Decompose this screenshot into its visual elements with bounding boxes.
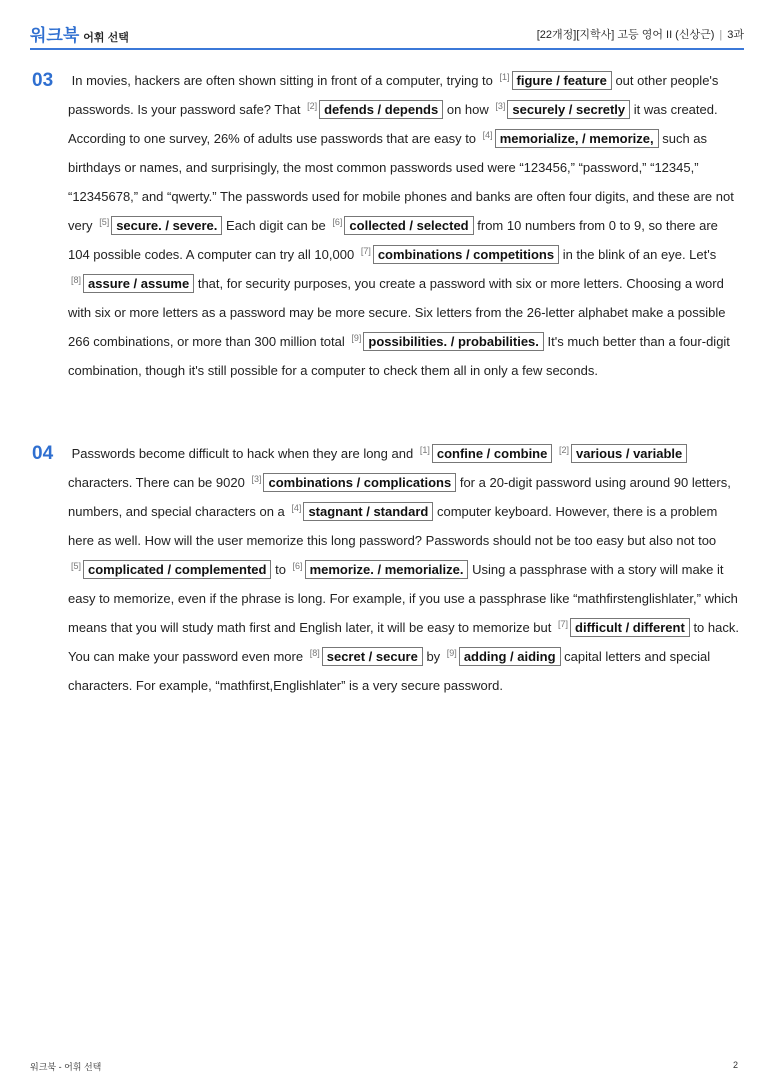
passage-text: Each digit can be bbox=[226, 218, 326, 233]
choice-box[interactable]: figure / feature bbox=[512, 71, 612, 90]
blank-number: [3] bbox=[495, 100, 506, 111]
choice-box[interactable]: combinations / competitions bbox=[373, 245, 559, 264]
passage-text: such as birthdays or names, and surprisingly, the most common passwords used were “123456,” “password,” “12345,” “12345678,” and “qwerty.” The passwords used for mobile phones and banks are often four digits, and these are not very bbox=[68, 131, 734, 233]
choice-box[interactable]: possibilities. / probabilities. bbox=[363, 332, 543, 351]
passage-text: computer keyboard. However, there is a problem here as well. How will the user memorize this long password? Passwords should not be too easy but also not too bbox=[68, 504, 718, 548]
choice-box[interactable]: stagnant / standard bbox=[303, 502, 433, 521]
header-separator: | bbox=[719, 29, 723, 41]
choice-box[interactable]: memorize. / memorialize. bbox=[305, 560, 469, 579]
question-number: 03 bbox=[32, 70, 54, 91]
passage-text: from 10 numbers from 0 to 9, so there are 104 possible codes. A computer can try all 10,000 bbox=[68, 218, 718, 262]
choice-box[interactable]: difficult / different bbox=[570, 618, 690, 637]
brand bbox=[30, 21, 129, 46]
blank-number: [8] bbox=[71, 274, 82, 285]
passage-text: for a 20-digit password using around 90 letters, numbers, and special characters on a bbox=[68, 475, 731, 519]
blank-number: [6] bbox=[332, 216, 343, 227]
page-header bbox=[30, 20, 744, 50]
blank-number: [3] bbox=[251, 473, 262, 484]
choice-box[interactable]: complicated / complemented bbox=[83, 560, 271, 579]
blank-number: [7] bbox=[360, 245, 371, 256]
blank-number: [4] bbox=[291, 502, 302, 513]
choice-box[interactable]: defends / depends bbox=[319, 100, 443, 119]
passage-text: It's much better than a four-digit combination, though it's still possible for a computer to check them all in only a few seconds. bbox=[68, 334, 730, 378]
brand-logo: 워크북 bbox=[30, 26, 80, 45]
choice-box[interactable]: assure / assume bbox=[83, 274, 194, 293]
course-info bbox=[537, 26, 744, 42]
page-number: 2 bbox=[732, 1060, 738, 1070]
blank-number: [9] bbox=[446, 647, 457, 658]
blank-number: [7] bbox=[558, 618, 569, 629]
choice-box[interactable]: confine / combine bbox=[432, 444, 553, 463]
choice-box[interactable]: secure. / severe. bbox=[111, 216, 222, 235]
passage-text: to hack. You can make your password even more bbox=[68, 620, 739, 664]
blank-number: [5] bbox=[71, 560, 82, 571]
choice-box[interactable]: various / variable bbox=[571, 444, 687, 463]
blank-number: [8] bbox=[309, 647, 320, 658]
choice-box[interactable]: adding / aiding bbox=[459, 647, 561, 666]
passage-text: In movies, hackers are often shown sitting in front of a computer, trying to bbox=[71, 73, 493, 88]
passage-text: on how bbox=[446, 102, 489, 117]
brand-subtitle: 어휘 선택 bbox=[83, 32, 129, 44]
passage-text: characters. There can be 9020 bbox=[68, 475, 245, 490]
blank-number: [9] bbox=[351, 332, 362, 343]
question-04 bbox=[32, 439, 740, 700]
blank-number: [5] bbox=[99, 216, 110, 227]
blank-number: [1] bbox=[499, 71, 510, 82]
passage-text: Using a passphrase with a story will make it easy to memorize, even if the phrase is long. For example, if you use a passphrase like “mathfirstenglishlater,” which means that you will study math first and English later, it will be easy to memorize but bbox=[68, 562, 738, 635]
passage-text: in the blink of an eye. Let's bbox=[562, 247, 717, 262]
blank-number: [6] bbox=[292, 560, 303, 571]
passage-text: by bbox=[426, 649, 441, 664]
blank-number: [2] bbox=[307, 100, 318, 111]
choice-box[interactable]: combinations / complications bbox=[263, 473, 456, 492]
footer-label: 워크북 - 어휘 선택 bbox=[30, 1062, 102, 1072]
blank-number: [2] bbox=[558, 444, 569, 455]
question-03 bbox=[32, 66, 740, 385]
choice-box[interactable]: memorialize, / memorize, bbox=[495, 129, 659, 148]
blank-number: [4] bbox=[482, 129, 493, 140]
passage-text: that, for security purposes, you create a password with six or more letters. Choosing a word with six or more letters as a password may be more secure. Six letters from the 26-letter alphabet make a possible 266 combinations, or more than 300 million total bbox=[68, 276, 726, 349]
choice-box[interactable]: secret / secure bbox=[322, 647, 423, 666]
passage-text: Passwords become difficult to hack when they are long and bbox=[71, 446, 414, 461]
passage-text: out other people's passwords. Is your password safe? That bbox=[68, 73, 719, 117]
choice-box[interactable]: collected / selected bbox=[344, 216, 473, 235]
blank-number: [1] bbox=[419, 444, 430, 455]
passage-text: it was created. According to one survey, 26% of adults use passwords that are easy to bbox=[68, 102, 718, 146]
choice-box[interactable]: securely / secretly bbox=[507, 100, 630, 119]
course-title: [22개정][지학사] 고등 영어 II (신상근) bbox=[536, 29, 715, 41]
lesson-label: 3과 bbox=[727, 29, 744, 41]
question-number: 04 bbox=[32, 443, 54, 464]
passage-text: capital letters and special characters. For example, “mathfirst,Englishlater” is a very secure password. bbox=[68, 649, 711, 693]
passage-text: to bbox=[275, 562, 286, 577]
